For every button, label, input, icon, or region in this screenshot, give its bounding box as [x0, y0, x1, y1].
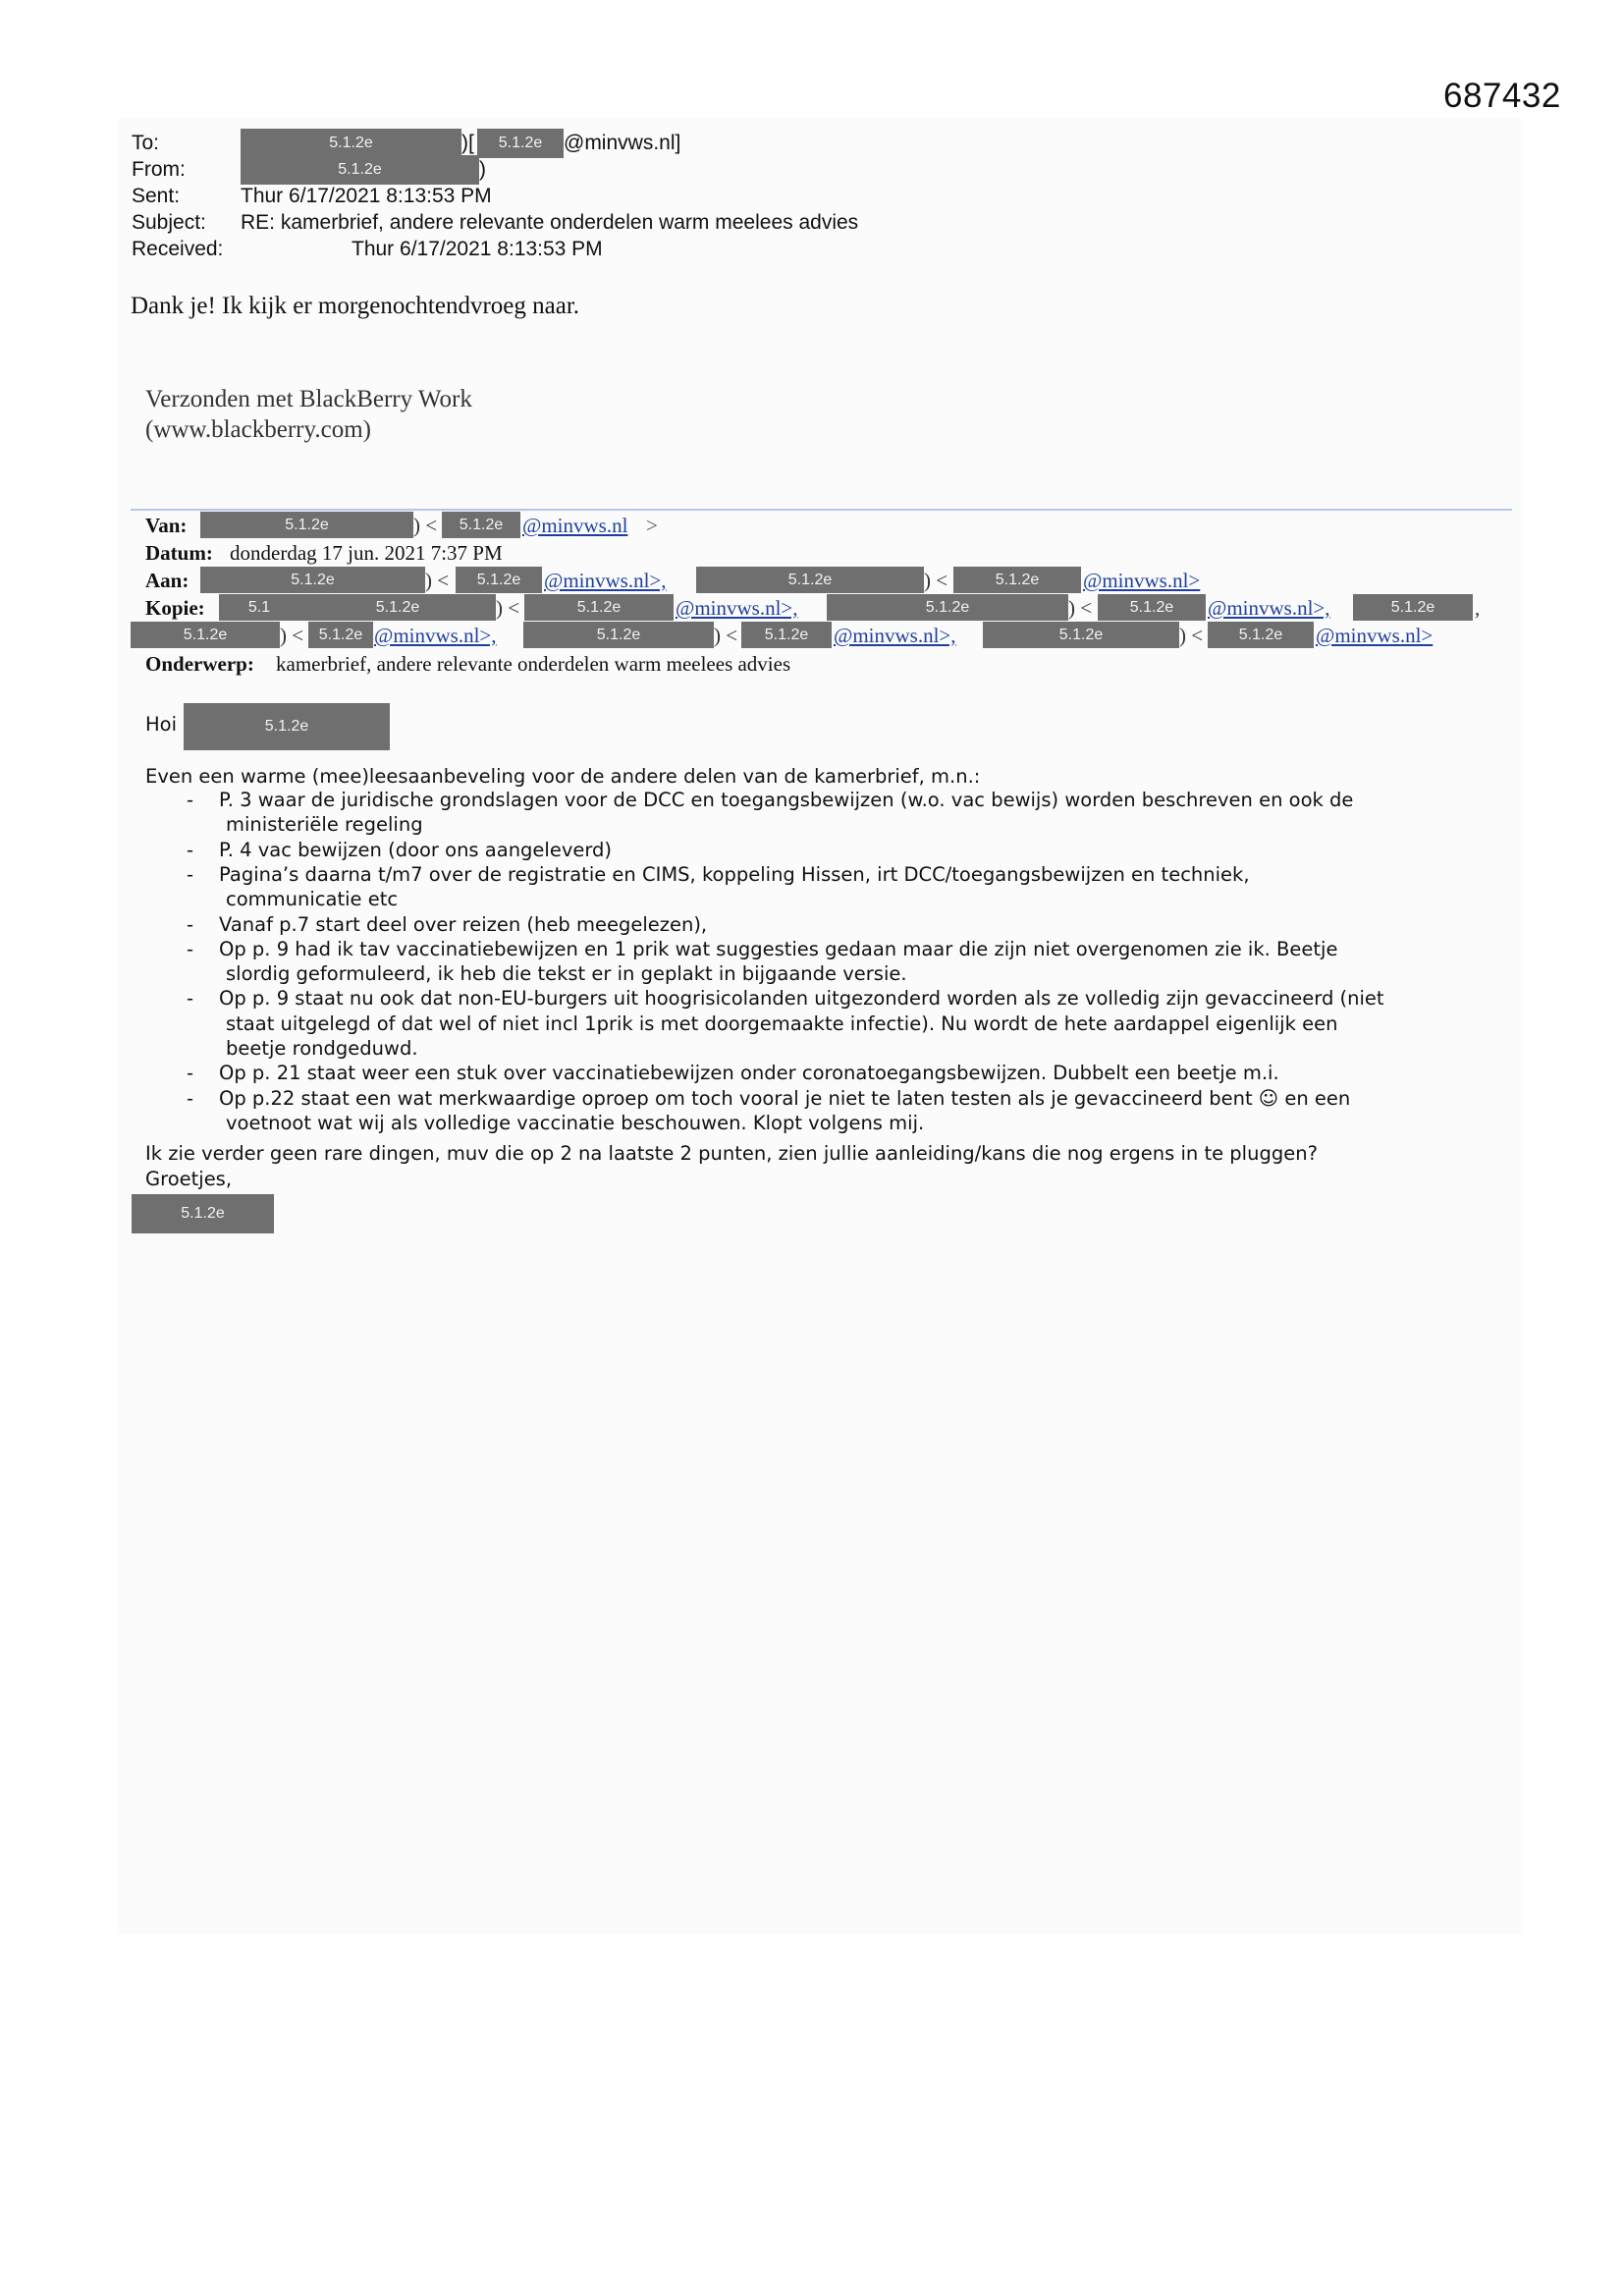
bullet-line: staat uitgelegd of dat wel of niet incl 1prik is met doorgemaakte infectie). Nu wordt de hete aardappel eigenlijk een — [226, 1011, 1338, 1035]
from-label: From: — [132, 158, 186, 181]
onderwerp-label: Onderwerp: — [145, 652, 254, 676]
subject-label: Subject: — [132, 211, 206, 234]
subject-value: RE: kamerbrief, andere relevante onderdelen warm meelees advies — [241, 211, 859, 234]
sent-value: Thur 6/17/2021 8:13:53 PM — [241, 185, 492, 207]
datum-value: donderdag 17 jun. 2021 7:37 PM — [230, 541, 503, 565]
bullet-line: slordig geformuleerd, ik heb die tekst er in geplakt in bijgaande versie. — [226, 962, 907, 986]
redaction-box: 5.1.2e — [241, 129, 461, 158]
to-separator: )[ — [461, 132, 474, 154]
bullet-dash: - — [187, 1086, 194, 1110]
bullet-line: Vanaf p.7 start deel over reizen (heb meegelezen), — [219, 912, 708, 936]
received-value: Thur 6/17/2021 8:13:53 PM — [352, 238, 603, 260]
bullet-line: voetnoot wat wij als volledige vaccinatie beschouwen. Klopt volgens mij. — [226, 1111, 925, 1134]
bullet-line: ministeriële regeling — [226, 813, 423, 837]
redaction-box: 5.1.2e — [200, 567, 425, 593]
reply-text: Dank je! Ik kijk er morgenochtendvroeg naar. — [131, 293, 580, 319]
redaction-box: 5.1.2e — [477, 129, 564, 158]
redaction-box: 5.1.2e — [131, 622, 280, 648]
email-link[interactable]: @minvws.nl>, — [374, 624, 497, 647]
redaction-box: 5.1.2e — [953, 567, 1081, 593]
signature-line-2: (www.blackberry.com) — [145, 416, 371, 443]
redaction-box: 5.1.2e — [741, 622, 832, 648]
bullet-line: Pagina’s daarna t/m7 over de registratie en CIMS, koppeling Hissen, irt DCC/toegangsbewijzen en techniek, — [219, 862, 1250, 886]
email-link[interactable]: @minvws.nl> — [1083, 569, 1201, 592]
email-link[interactable]: @minvws.nl>, — [1208, 596, 1330, 620]
bracket: ) < — [413, 514, 438, 537]
bullet-line: Op p. 9 had ik tav vaccinatiebewijzen en 1 prik wat suggesties gedaan maar die zijn niet overgenomen zie ik. Beetje — [219, 937, 1338, 960]
redaction-box: 5.1.2e — [1208, 622, 1314, 648]
redaction-box: 5.1 — [219, 594, 299, 621]
onderwerp-value: kamerbrief, andere relevante onderdelen warm meelees advies — [276, 652, 791, 676]
bullet-line: Op p. 21 staat weer een stuk over vaccinatiebewijzen onder coronatoegangsbewijzen. Dubbelt een beetje m.i. — [219, 1062, 1279, 1085]
redaction-box: 5.1.2e — [983, 622, 1179, 648]
bracket: ) < — [425, 569, 450, 592]
kopie-label: Kopie: — [145, 596, 205, 620]
bracket: ) < — [714, 624, 738, 647]
email-link[interactable]: @minvws.nl>, — [544, 569, 667, 592]
bullet-dash: - — [187, 987, 194, 1011]
redaction-box: 5.1.2e — [308, 622, 373, 648]
bullet-line: Op p.22 staat een wat merkwaardige oproep om toch vooral je niet te laten testen als je gevaccineerd bent ☺ en een — [219, 1086, 1351, 1110]
email-link[interactable]: @minvws.nl>, — [676, 596, 798, 620]
to-label: To: — [132, 132, 160, 154]
bracket: ) < — [924, 569, 948, 592]
bullet-dash: - — [187, 862, 194, 886]
to-domain: @minvws.nl] — [564, 132, 681, 154]
redaction-box: 5.1.2e — [827, 594, 1068, 621]
redaction-box: 5.1.2e — [241, 155, 479, 185]
sent-label: Sent: — [132, 185, 181, 207]
bullet-line: P. 4 vac bewijzen (door ons aangeleverd) — [219, 838, 613, 861]
bullet-line: communicatie etc — [226, 888, 399, 911]
bullet-dash: - — [187, 937, 194, 960]
datum-label: Datum: — [145, 541, 213, 565]
email-link[interactable]: @minvws.nl> — [1316, 624, 1434, 647]
bullet-line: P. 3 waar de juridische grondslagen voor de DCC en toegangsbewijzen (w.o. vac bewijs) worden beschreven en ook de — [219, 789, 1354, 811]
email-link[interactable]: @minvws.nl>, — [834, 624, 956, 647]
document-number: 687432 — [1443, 77, 1561, 115]
bullet-dash: - — [187, 1062, 194, 1085]
redaction-box: 5.1.2e — [184, 703, 390, 750]
bullet-dash: - — [187, 838, 194, 861]
divider — [131, 509, 1512, 511]
redaction-box: 5.1.2e — [523, 622, 714, 648]
redaction-box: 5.1.2e — [524, 594, 674, 621]
redaction-box: 5.1.2e — [1353, 594, 1473, 621]
redaction-box: 5.1.2e — [456, 567, 542, 593]
greeting: Hoi — [145, 713, 178, 736]
redaction-box: 5.1.2e — [132, 1194, 274, 1233]
redaction-box: 5.1.2e — [299, 594, 496, 621]
redaction-box: 5.1.2e — [1098, 594, 1206, 621]
bracket: ) < — [496, 596, 520, 620]
bracket: ) < — [1068, 596, 1093, 620]
aan-label: Aan: — [145, 569, 189, 592]
redaction-box: 5.1.2e — [442, 512, 520, 538]
message-intro: Even een warme (mee)leesaanbeveling voor de andere delen van de kamerbrief, m.n.: — [145, 765, 981, 788]
bullet-dash: - — [187, 789, 194, 811]
from-close: ) — [479, 158, 486, 181]
bracket: ) < — [280, 624, 304, 647]
bullet-line: beetje rondgeduwd. — [226, 1037, 418, 1060]
van-label: Van: — [145, 514, 188, 537]
bracket: > — [646, 514, 658, 537]
email-link[interactable]: @minvws.nl — [522, 514, 628, 537]
bullet-line: Op p. 9 staat nu ook dat non-EU-burgers uit hoogrisicolanden uitgezonderd worden als ze volledig zijn gevaccineerd (niet — [219, 987, 1384, 1011]
bullet-dash: - — [187, 912, 194, 936]
redaction-box: 5.1.2e — [200, 512, 413, 538]
redaction-box: 5.1.2e — [696, 567, 924, 593]
sign-off: Groetjes, — [145, 1168, 233, 1190]
comma: , — [1475, 596, 1481, 620]
received-label: Received: — [132, 238, 224, 260]
bracket: ) < — [1179, 624, 1204, 647]
message-closing: Ik zie verder geen rare dingen, muv die op 2 na laatste 2 punten, zien jullie aanleiding/kans die nog ergens in te pluggen? — [145, 1142, 1318, 1165]
signature-line-1: Verzonden met BlackBerry Work — [145, 386, 472, 412]
